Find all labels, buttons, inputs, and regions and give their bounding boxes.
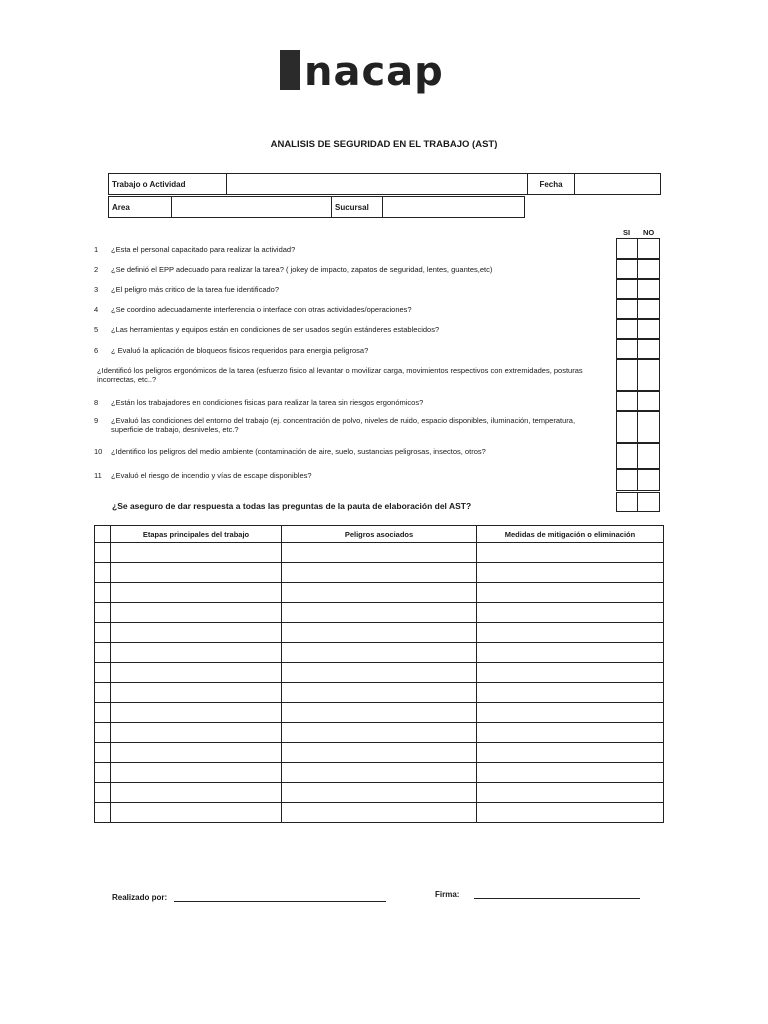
question-number: 11 [94,471,102,480]
table-row [95,703,664,723]
table-row [95,603,664,623]
hazards-cell[interactable] [282,543,477,563]
question-text: ¿Están los trabajadores en condiciones fisicas para realizar la tarea sin riesgos ergonómicos? [111,398,424,407]
measures-cell[interactable] [477,663,664,683]
question-number: 10 [94,447,103,456]
measures-cell[interactable] [477,723,664,743]
done-by-label: Realizado por: [112,893,168,902]
steps-cell[interactable] [111,603,282,623]
hazards-cell[interactable] [282,603,477,623]
table-row [95,723,664,743]
row-marker [95,603,111,623]
row-marker [95,703,111,723]
hazards-cell[interactable] [282,563,477,583]
table-row [95,543,664,563]
grid-line [616,338,660,340]
row-marker [95,623,111,643]
final-no-checkbox[interactable] [637,492,660,512]
steps-cell[interactable] [111,583,282,603]
table-row [95,583,664,603]
done-by-line[interactable] [174,901,386,902]
table-row [95,643,664,663]
logo-text: nacap [304,49,444,95]
measures-cell[interactable] [477,543,664,563]
grid-line [616,258,660,260]
question-text: ¿Identificó los peligros ergonómicos de la tarea (esfuerzo fisico al levantar o movilizar carga, movimientos respectivos con extremidades, posturas incorrectas, etc..? [97,366,583,384]
grid-line [616,390,660,392]
branch-field[interactable] [383,197,525,218]
hazards-cell[interactable] [282,683,477,703]
steps-cell[interactable] [111,563,282,583]
measures-cell[interactable] [477,603,664,623]
table-row [95,743,664,763]
steps-cell[interactable] [111,783,282,803]
measures-cell[interactable] [477,743,664,763]
grid-line [616,318,660,320]
steps-cell[interactable] [111,683,282,703]
final-yes-checkbox[interactable] [616,492,638,512]
area-field[interactable] [172,197,332,218]
date-label: Fecha [528,174,575,195]
grid-line [616,298,660,300]
measures-cell[interactable] [477,703,664,723]
steps-table [94,525,664,823]
question-text: ¿Identifico los peligros del medio ambiente (contaminación de aire, suelo, sustancias peligrosas, insectos, otros? [111,447,486,456]
answer-grid [616,238,660,491]
table-row [95,803,664,823]
work-field[interactable] [227,174,528,195]
question-number: 1 [94,245,99,254]
col-header-steps: Etapas principales del trabajo [111,526,282,543]
question-text: ¿Evaluó las condiciones del entorno del trabajo (ej. concentración de polvo, niveles de ruido, espacio disponibles, iluminación, temperatura, superficie de trabajo, desniveles, etc.? [111,416,576,434]
row-marker [95,763,111,783]
header-table-top [108,173,661,195]
question-text: ¿Esta el personal capacitado para realizar la actividad? [111,245,296,254]
question-text: ¿Se definió el EPP adecuado para realizar la tarea? ( jokey de impacto, zapatos de seguridad, lentes, guantes,etc) [111,265,493,274]
document-title: ANALISIS DE SEGURIDAD EN EL TRABAJO (AST) [270,139,498,150]
measures-cell[interactable] [477,583,664,603]
row-marker [95,583,111,603]
hazards-cell[interactable] [282,663,477,683]
grid-line [616,468,660,470]
answer-grid-divider [637,239,638,490]
date-field[interactable] [575,174,661,195]
hazards-cell[interactable] [282,743,477,763]
hazards-cell[interactable] [282,803,477,823]
col-header-measures: Medidas de mitigación o eliminación [477,526,664,543]
measures-cell[interactable] [477,763,664,783]
hazards-cell[interactable] [282,723,477,743]
table-row [95,763,664,783]
work-label: Trabajo o Actividad [109,174,227,195]
table-row [95,663,664,683]
row-marker [95,543,111,563]
question-text: ¿Evaluó el riesgo de incendio y vías de escape disponibles? [111,471,312,480]
steps-cell[interactable] [111,623,282,643]
steps-cell[interactable] [111,743,282,763]
hazards-cell[interactable] [282,763,477,783]
area-label: Area [109,197,172,218]
table-row [95,563,664,583]
table-header-row [95,526,664,543]
grid-line [616,442,660,444]
table-row [95,623,664,643]
question-text: ¿El peligro más critico de la tarea fue identificado? [111,285,280,294]
inacap-logo [280,46,444,95]
question-text: ¿Las herramientas y equipos están en condiciones de ser usados según estánderes establecidos? [111,325,440,334]
table-row [95,783,664,803]
row-marker [95,803,111,823]
grid-line [616,278,660,280]
row-marker [95,563,111,583]
hazards-cell[interactable] [282,623,477,643]
row-marker [95,743,111,763]
measures-cell[interactable] [477,623,664,643]
row-marker [95,683,111,703]
measures-cell[interactable] [477,643,664,663]
branch-label: Sucursal [332,197,383,218]
steps-cell[interactable] [111,803,282,823]
signature-line[interactable] [474,898,640,899]
signature-label: Firma: [435,890,460,899]
hazards-cell[interactable] [282,703,477,723]
measures-cell[interactable] [477,683,664,703]
grid-line [616,358,660,360]
row-marker-header [95,526,111,543]
steps-cell[interactable] [111,763,282,783]
logo-mark [280,50,300,90]
table-row [95,683,664,703]
question-number: 2 [94,265,99,274]
question-text: ¿ Evaluó la aplicación de bloqueos fisicos requeridos para energia peligrosa? [111,346,369,355]
row-marker [95,643,111,663]
header-table-bottom [108,196,525,218]
row-marker [95,723,111,743]
question-number: 5 [94,325,99,334]
hazards-cell[interactable] [282,643,477,663]
question-number: 4 [94,305,99,314]
measures-cell[interactable] [477,803,664,823]
row-marker [95,663,111,683]
steps-cell[interactable] [111,643,282,663]
steps-cell[interactable] [111,723,282,743]
steps-cell[interactable] [111,663,282,683]
question-number: 6 [94,346,99,355]
question-number: 8 [94,398,99,407]
grid-line [616,410,660,412]
yes-header: SI [623,228,631,237]
row-marker [95,783,111,803]
measures-cell[interactable] [477,783,664,803]
final-question: ¿Se aseguro de dar respuesta a todas las preguntas de la pauta de elaboración del AST? [112,501,472,511]
steps-cell[interactable] [111,543,282,563]
question-number: 3 [94,285,99,294]
measures-cell[interactable] [477,563,664,583]
steps-cell[interactable] [111,703,282,723]
hazards-cell[interactable] [282,583,477,603]
question-number: 9 [94,416,99,425]
col-header-hazards: Peligros asociados [282,526,477,543]
no-header: NO [643,228,655,237]
hazards-cell[interactable] [282,783,477,803]
question-text: ¿Se coordino adecuadamente interferencia o interface con otras actividades/operaciones? [111,305,412,314]
